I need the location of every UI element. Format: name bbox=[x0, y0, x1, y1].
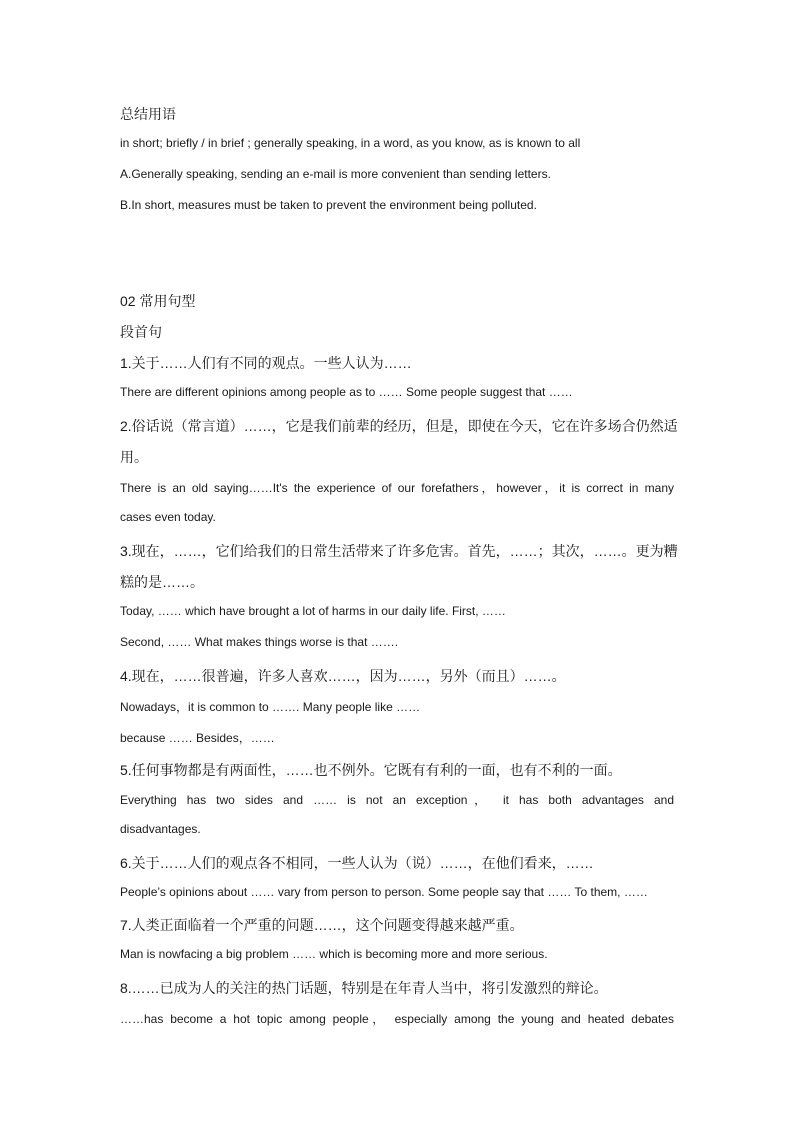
subsection-title: 段首句 bbox=[120, 324, 162, 340]
pattern-4-zh-line-1: 4.现在，……很普遍，许多人喜欢……，因为……，另外（而且）……。 bbox=[120, 668, 566, 684]
pattern-8-zh-line-1: 8.……已成为人的关注的热门话题，特别是在年青人当中，将引发激烈的辩论。 bbox=[120, 980, 608, 996]
pattern-3-zh-line-2: 糕的是……。 bbox=[120, 574, 204, 590]
pattern-3-en-line-2: Second, …… What makes things worse is that ……. bbox=[120, 635, 399, 649]
pattern-4-en-line-1: Nowadays，it is common to ……. Many people like …… bbox=[120, 700, 421, 714]
pattern-5-en-line-2: disadvantages. bbox=[120, 822, 201, 836]
pattern-5-en-line-1: Everything has two sides and …… is not an exception， it has both advantages and bbox=[120, 793, 674, 807]
pattern-1-en-line-1: There are different opinions among people as to …… Some people suggest that …… bbox=[120, 385, 573, 399]
pattern-7-en-line-1: Man is nowfacing a big problem …… which is becoming more and more serious. bbox=[120, 947, 548, 961]
summary-example-b: B.In short, measures must be taken to prevent the environment being polluted. bbox=[120, 198, 537, 212]
pattern-4-en-line-2: because …… Besides，…… bbox=[120, 731, 275, 745]
summary-example-a: A.Generally speaking, sending an e-mail is more convenient than sending letters. bbox=[120, 167, 551, 181]
pattern-3-zh-line-1: 3.现在，……，它们给我们的日常生活带来了许多危害。首先，……；其次，……。更为糟 bbox=[120, 543, 678, 559]
pattern-5-zh-line-1: 5.任何事物都是有两面性，……也不例外。它既有有利的一面，也有不利的一面。 bbox=[120, 762, 622, 778]
pattern-8-en-line-1: ……has become a hot topic among people， especially among the young and heated debates bbox=[120, 1012, 674, 1026]
pattern-6-en-line-1: People’s opinions about …… vary from person to person. Some people say that …… To them, …… bbox=[120, 885, 648, 899]
pattern-2-en-line-2: cases even today. bbox=[120, 510, 216, 524]
pattern-7-zh-line-1: 7.人类正面临着一个严重的问题……，这个问题变得越来越严重。 bbox=[120, 917, 524, 933]
pattern-2-zh-line-2: 用。 bbox=[120, 449, 148, 465]
pattern-2-zh-line-1: 2.俗话说（常言道）……，它是我们前辈的经历，但是，即使在今天，它在许多场合仍然适 bbox=[120, 418, 678, 434]
pattern-2-en-line-1: There is an old saying……It's the experience of our forefathers，however，it is correct in many bbox=[120, 481, 674, 495]
summary-heading: 总结用语 bbox=[120, 106, 176, 122]
pattern-3-en-line-1: Today, …… which have brought a lot of harms in our daily life. First, …… bbox=[120, 604, 506, 618]
pattern-1-zh-line-1: 1.关于……人们有不同的观点。一些人认为…… bbox=[120, 355, 412, 371]
section-title: 02 常用句型 bbox=[120, 293, 196, 309]
summary-phrases: in short; briefly / in brief ; generally speaking, in a word, as you know, as is known to all bbox=[120, 136, 581, 150]
pattern-6-zh-line-1: 6.关于……人们的观点各不相同，一些人认为（说）……，在他们看来，…… bbox=[120, 855, 594, 871]
